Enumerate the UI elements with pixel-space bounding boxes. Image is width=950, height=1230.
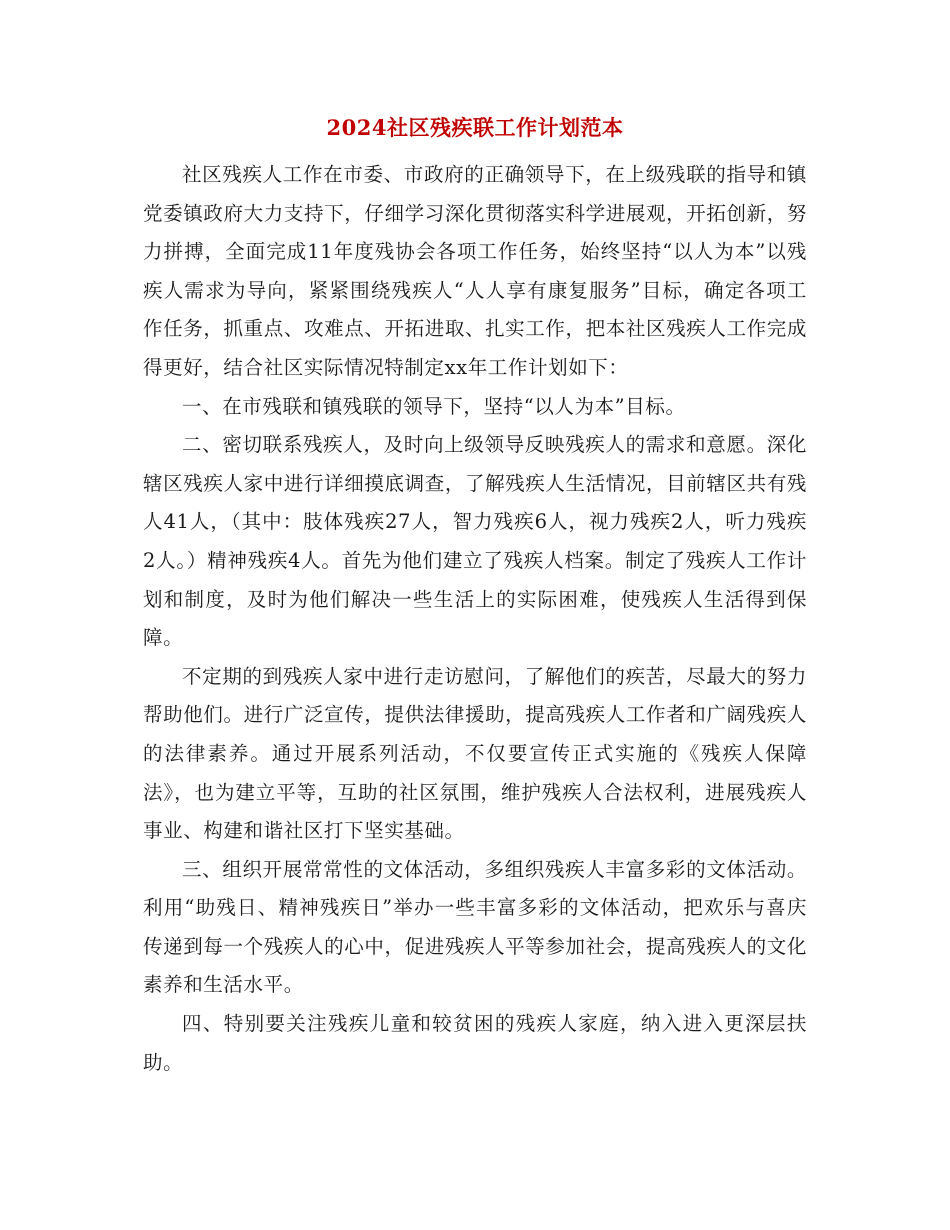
paragraph-section-2: 二、密切联系残疾人，及时向上级领导反映残疾人的需求和意愿。深化辖区残疾人家中进行详细摸底调查，了解残疾人生活情况，目前辖区共有残人41人，（其中：肢体残疾27人，智力残疾6人，视力残疾2人，听力残疾2人。）精神残疾4人。首先为他们建立了残疾人档案。制定了残疾人工作计划和制度，及时为他们解决一些生活上的实际困难，使残疾人生活得到保障。	[143, 433, 807, 650]
paragraph-section-3: 三、组织开展常常性的文体活动，多组织残疾人丰富多彩的文体活动。利用“助残日、精神残疾日”举办一些丰富多彩的文体活动，把欢乐与喜庆传递到每一个残疾人的心中，促进残疾人平等参加社会，提高残疾人的文化素养和生活水平。	[143, 857, 807, 997]
paragraph-section-1: 一、在市残联和镇残联的领导下，坚持“以人为本”目标。	[182, 394, 686, 418]
document-body	[143, 156, 807, 1082]
paragraph-section-4: 四、特别要关注残疾儿童和较贫困的残疾人家庭，纳入进入更深层扶助。	[143, 1012, 807, 1074]
document-title: 2024社区残疾联工作计划范本	[326, 115, 624, 140]
paragraph-visits: 不定期的到残疾人家中进行走访慰问，了解他们的疾苦，尽最大的努力帮助他们。进行广泛宣传，提供法律援助，提高残疾人工作者和广阔残疾人的法律素养。通过开展系列活动，不仅要宣传正式实施的《残疾人保障法》，也为建立平等，互助的社区氛围，维护残疾人合法权利，进展残疾人事业、构建和谐社区打下坚实基础。	[143, 664, 807, 843]
paragraph-intro: 社区残疾人工作在市委、市政府的正确领导下，在上级残联的指导和镇党委镇政府大力支持下，仔细学习深化贯彻落实科学进展观，开拓创新，努力拼搏，全面完成11年度残协会各项工作任务，始终坚持“以人为本”以残疾人需求为导向，紧紧围绕残疾人“人人享有康复服务”目标，确定各项工作任务，抓重点、攻难点、开拓进取、扎实工作，把本社区残疾人工作完成得更好，结合社区实际情况特制定xx年工作计划如下：	[143, 163, 807, 379]
